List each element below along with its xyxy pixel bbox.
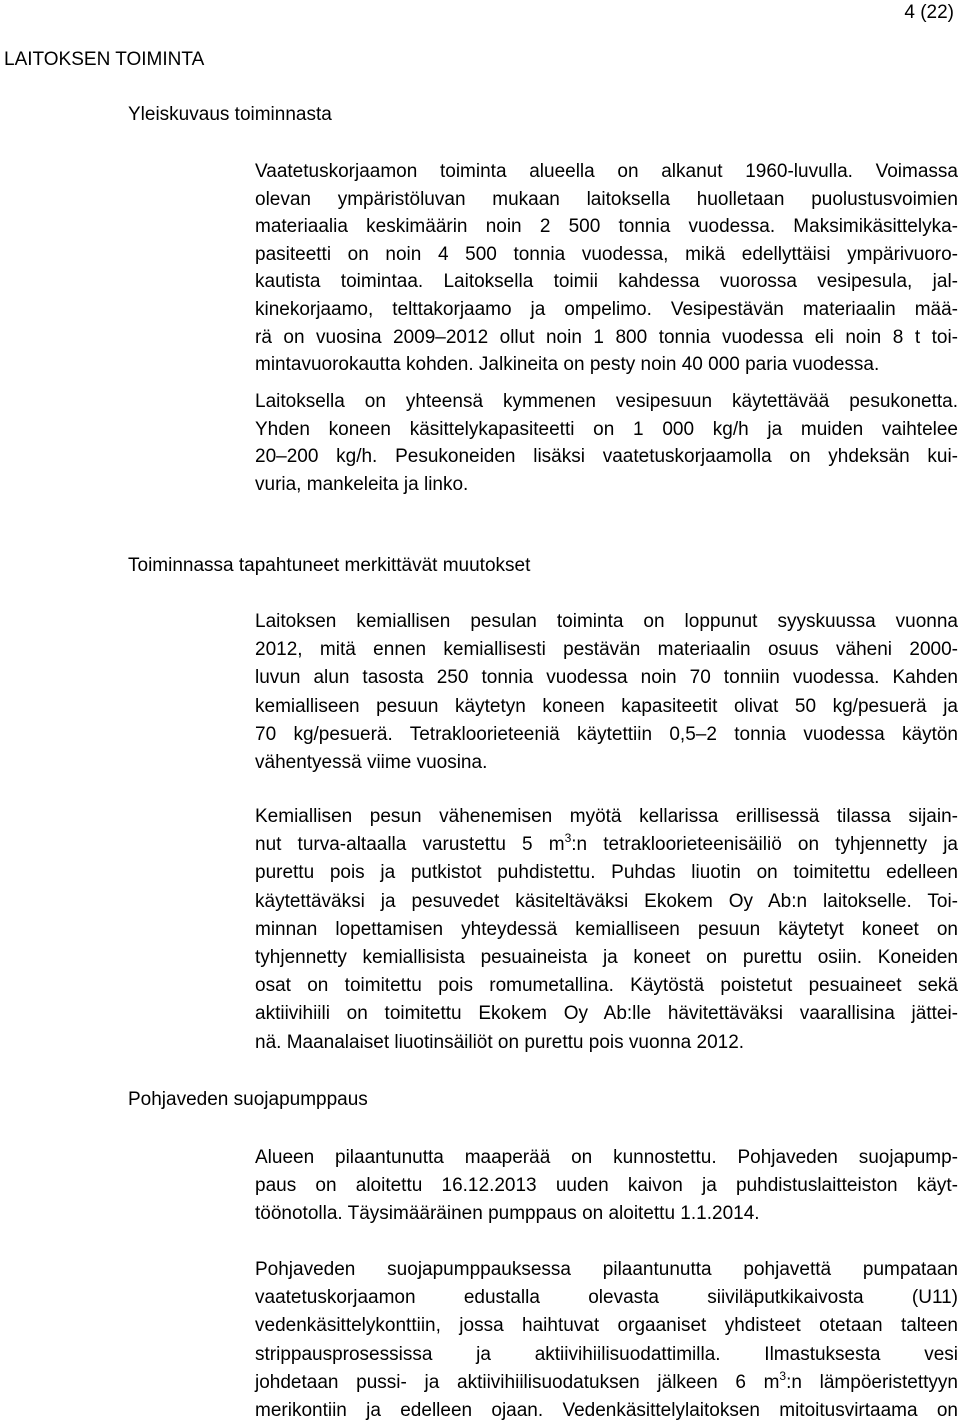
text-line: vuria, mankeleita ja linko. [255,473,469,495]
text-line: materiaalia keskimäärin noin 2 500 tonnia vuodessa. Maksimikäsittelyka- [255,216,958,238]
line-text-before-superscript: johdetaan pussi- ja aktiivihiilisuodatuksen jälkeen 6 m [255,1371,780,1393]
changes-paragraph-1 [255,608,958,777]
text-line: merikontiin ja edelleen ojaan. Vedenkäsittelylaitoksen mitoitusvirtaama on [255,1400,958,1422]
text-line: paus on aloitettu 16.12.2013 uuden kaivon ja puhdistuslaitteiston käyt- [255,1175,958,1197]
general-heading: Yleiskuvaus toiminnasta [128,104,332,125]
text-line: Laitoksen kemiallisen pesulan toiminta on loppunut syyskuussa vuonna [255,611,958,632]
text-line: 20–200 kg/h. Pesukoneiden lisäksi vaatetuskorjaamolla on yhdeksän kui- [255,446,958,468]
text-line [255,1369,958,1397]
text-line: vähentyessä viime vuosina. [255,752,488,774]
text-line: osat on toimitettu pois romumetallina. Käytöstä poistetut pesuaineet sekä [255,975,958,997]
text-line [255,831,958,859]
section-title: LAITOKSEN TOIMINTA [4,49,205,70]
text-line: rä on vuosina 2009–2012 ollut noin 1 800 tonnia vuodessa eli noin 8 t toi- [255,326,958,348]
text-line: kemialliseen pesuun käytetyn koneen kapasiteetit olivat 50 kg/pesuerä ja [255,695,958,717]
general-paragraph-1 [255,158,958,379]
text-line: aktiivihiili on toimitettu Ekokem Oy Ab:lle hävitettäväksi vaarallisina jättei- [255,1003,958,1025]
page-number: 4 (22) [904,2,954,23]
superscript: 3 [779,1368,787,1383]
groundwater-paragraph-1 [255,1144,958,1229]
line-text-before-superscript: nut turva-altaalla varustettu 5 m [255,834,565,856]
groundwater-paragraph-2 [255,1256,958,1425]
text-line: vaatetuskorjaamon edustalla olevasta siiviläputkikaivosta (U11) [255,1287,958,1309]
line-text-after-superscript: :n tetrakloorieteenisäiliö on tyhjennetty ja [571,834,958,856]
text-line: pasiteetti on noin 4 500 tonnia vuodessa, mikä edellyttäisi ympärivuoro- [255,243,958,265]
superscript: 3 [564,831,572,846]
text-line: tyhjennetty kemiallisista pesuaineista ja koneet on purettu osiin. Koneiden [255,947,958,969]
text-line: luvun alun tasosta 250 tonnia vuodessa noin 70 tonniin vuodessa. Kahden [255,667,958,689]
text-line: nä. Maanalaiset liuotinsäiliöt on purettu pois vuonna 2012. [255,1031,745,1053]
general-paragraph-2 [255,388,958,498]
text-line: Kemiallisen pesun vähenemisen myötä kellarissa erillisessä tilassa sijain- [255,806,958,827]
text-line: 70 kg/pesuerä. Tetrakloorieteeniä käytettiin 0,5–2 tonnia vuodessa käytön [255,723,958,745]
text-line: Laitoksella on yhteensä kymmenen vesipesuun käytettävää pesukonetta. [255,391,958,412]
text-line: Pohjaveden suojapumppauksessa pilaantunutta pohjavettä pumpataan [255,1259,958,1280]
text-line: olevan ympäristöluvan mukaan laitoksella huolletaan puolustusvoimien [255,188,958,210]
changes-heading: Toiminnassa tapahtuneet merkittävät muutokset [128,555,531,576]
text-line: Alueen pilaantunutta maaperää on kunnostettu. Pohjaveden suojapump- [255,1147,958,1168]
text-line: töönotolla. Täysimääräinen pumppaus on aloitettu 1.1.2014. [255,1203,760,1225]
changes-paragraph-2 [255,803,958,1057]
text-line: kautista toimintaa. Laitoksella toimii kahdessa vuorossa vesipesula, jal- [255,271,958,293]
groundwater-heading: Pohjaveden suojapumppaus [128,1089,368,1110]
line-text-after-superscript: :n lämpöeristettyyn [786,1371,958,1393]
text-line: vedenkäsittelykonttiin, jossa haihtuvat orgaaniset yhdisteet otetaan talteen [255,1315,958,1337]
text-line: minnan lopettamisen yhteydessä kemialliseen pesuun käytetyt koneet on [255,918,958,940]
text-line: strippausprosessissa ja aktiivihiilisuodattimilla. Ilmastuksesta vesi [255,1343,958,1365]
text-line: purettu pois ja putkistot puhdistettu. Puhdas liuotin on toimitettu edelleen [255,862,958,884]
text-line: Vaatetuskorjaamon toiminta alueella on alkanut 1960-luvulla. Voimassa [255,161,958,182]
text-line: mintavuorokautta kohden. Jalkineita on pesty noin 40 000 paria vuodessa. [255,354,880,376]
text-line: käytettäväksi ja pesuvedet käsiteltäväksi Ekokem Oy Ab:n laitokselle. Toi- [255,890,958,912]
text-line: kinekorjaamo, telttakorjaamo ja ompelimo. Vesipestävän materiaalin mää- [255,298,958,320]
text-line: Yhden koneen käsittelykapasiteetti on 1 000 kg/h ja muiden vaihtelee [255,418,958,440]
text-line: 2012, mitä ennen kemiallisesti pestävän materiaalin osuus väheni 2000- [255,639,958,661]
